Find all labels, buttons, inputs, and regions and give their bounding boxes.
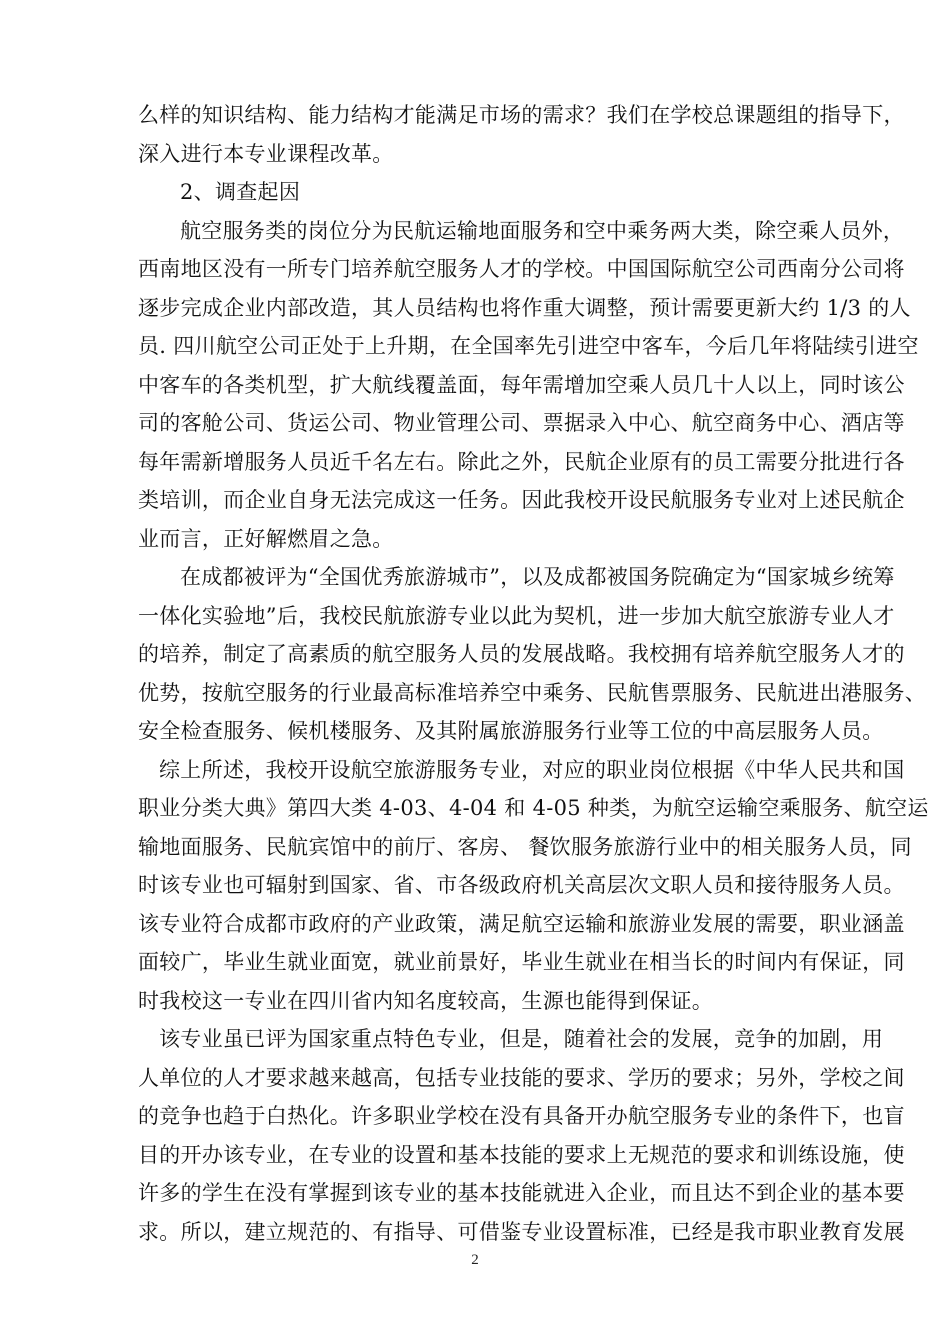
text-line: 该专业符合成都市政府的产业政策，满足航空运输和旅游业发展的需要，职业涵盖: [138, 911, 905, 936]
text-line: 该专业虽已评为国家重点特色专业，但是，随着社会的发展，竞争的加剧，用: [159, 1027, 884, 1051]
paragraph-summary: [138, 751, 929, 1021]
text-line: 每年需新增服务人员近千名左右。除此之外，民航企业原有的员工需要分批进行各: [138, 449, 905, 474]
heading-line: 2、调查起因: [180, 180, 301, 204]
paragraph-aviation-jobs: [138, 212, 919, 559]
text-line: 的培养，制定了高素质的航空服务人员的发展战略。我校拥有培养航空服务人才的: [138, 642, 905, 666]
text-line: 么样的知识结构、能力结构才能满足市场的需求？我们在学校总课题组的指导下，: [138, 103, 905, 127]
text-line: 在成都被评为“全国优秀旅游城市”，以及成都被国务院确定为“国家城乡统筹: [180, 565, 895, 589]
text-line: 的竞争也趋于白热化。许多职业学校在没有具备开办航空服务专业的条件下，也盲: [138, 1104, 905, 1128]
text-line: 求。所以，建立规范的、有指导、可借鉴专业设置标准，已经是我市职业教育发展: [138, 1219, 905, 1244]
text-line: 综上所述，我校开设航空旅游服务专业，对应的职业岗位根据《中华人民共和国: [159, 757, 905, 782]
text-line: 许多的学生在没有掌握到该专业的基本技能就进入企业，而且达不到企业的基本要: [138, 1181, 905, 1205]
text-line: 职业分类大典》第四大类 4-03、4-04 和 4-05 种类，为航空运输空乘服务、航空运: [138, 796, 929, 820]
text-line: 安全检查服务、候机楼服务、及其附属旅游服务行业等工位的中高层服务人员。: [138, 719, 884, 743]
text-line: 时我校这一专业在四川省内知名度较高，生源也能得到保证。: [138, 988, 714, 1013]
text-line: 中客车的各类机型，扩大航线覆盖面，每年需增加空乘人员几十人以上，同时该公: [138, 372, 905, 397]
text-line: 面较广，毕业生就业面宽，就业前景好，毕业生就业在相当长的时间内有保证，同: [138, 950, 905, 974]
text-line: 深入进行本专业课程改革。: [138, 141, 394, 166]
text-line: 员. 四川航空公司正处于上升期，在全国率先引进空中客车，今后几年将陆续引进空: [138, 334, 919, 358]
text-line: 航空服务类的岗位分为民航运输地面服务和空中乘务两大类，除空乘人员外，: [180, 218, 905, 243]
page-body: [138, 96, 929, 1251]
paragraph-continuation: [138, 96, 905, 173]
text-line: 类培训，而企业自身无法完成这一任务。因此我校开设民航服务专业对上述民航企: [138, 488, 905, 512]
page-number: 2: [471, 1252, 479, 1268]
text-line: 时该专业也可辐射到国家、省、市各级政府机关高层次文职人员和接待服务人员。: [138, 873, 905, 897]
text-line: 司的客舱公司、货运公司、物业管理公司、票据录入中心、航空商务中心、酒店等: [138, 411, 905, 435]
text-line: 人单位的人才要求越来越高，包括专业技能的要求、学历的要求；另外，学校之间: [138, 1065, 905, 1090]
text-line: 优势，按航空服务的行业最高标准培养空中乘务、民航售票服务、民航进出港服务、: [138, 680, 927, 705]
text-line: 目的开办该专业，在专业的设置和基本技能的要求上无规范的要求和训练设施，使: [138, 1142, 905, 1167]
paragraph-chengdu-tourism: [138, 558, 927, 751]
paragraph-competition: [138, 1020, 905, 1251]
text-line: 逐步完成企业内部改造，其人员结构也将作重大调整，预计需要更新大约 1/3 的人: [138, 295, 911, 320]
text-line: 业而言，正好解燃眉之急。: [138, 526, 394, 551]
text-line: 输地面服务、民航宾馆中的前厅、客房、 餐饮服务旅游行业中的相关服务人员，同: [138, 834, 912, 859]
text-line: 一体化实验地”后，我校民航旅游专业以此为契机，进一步加大航空旅游专业人才: [138, 603, 895, 628]
section-heading: [138, 173, 838, 212]
text-line: 西南地区没有一所专门培养航空服务人才的学校。中国国际航空公司西南分公司将: [138, 257, 905, 281]
